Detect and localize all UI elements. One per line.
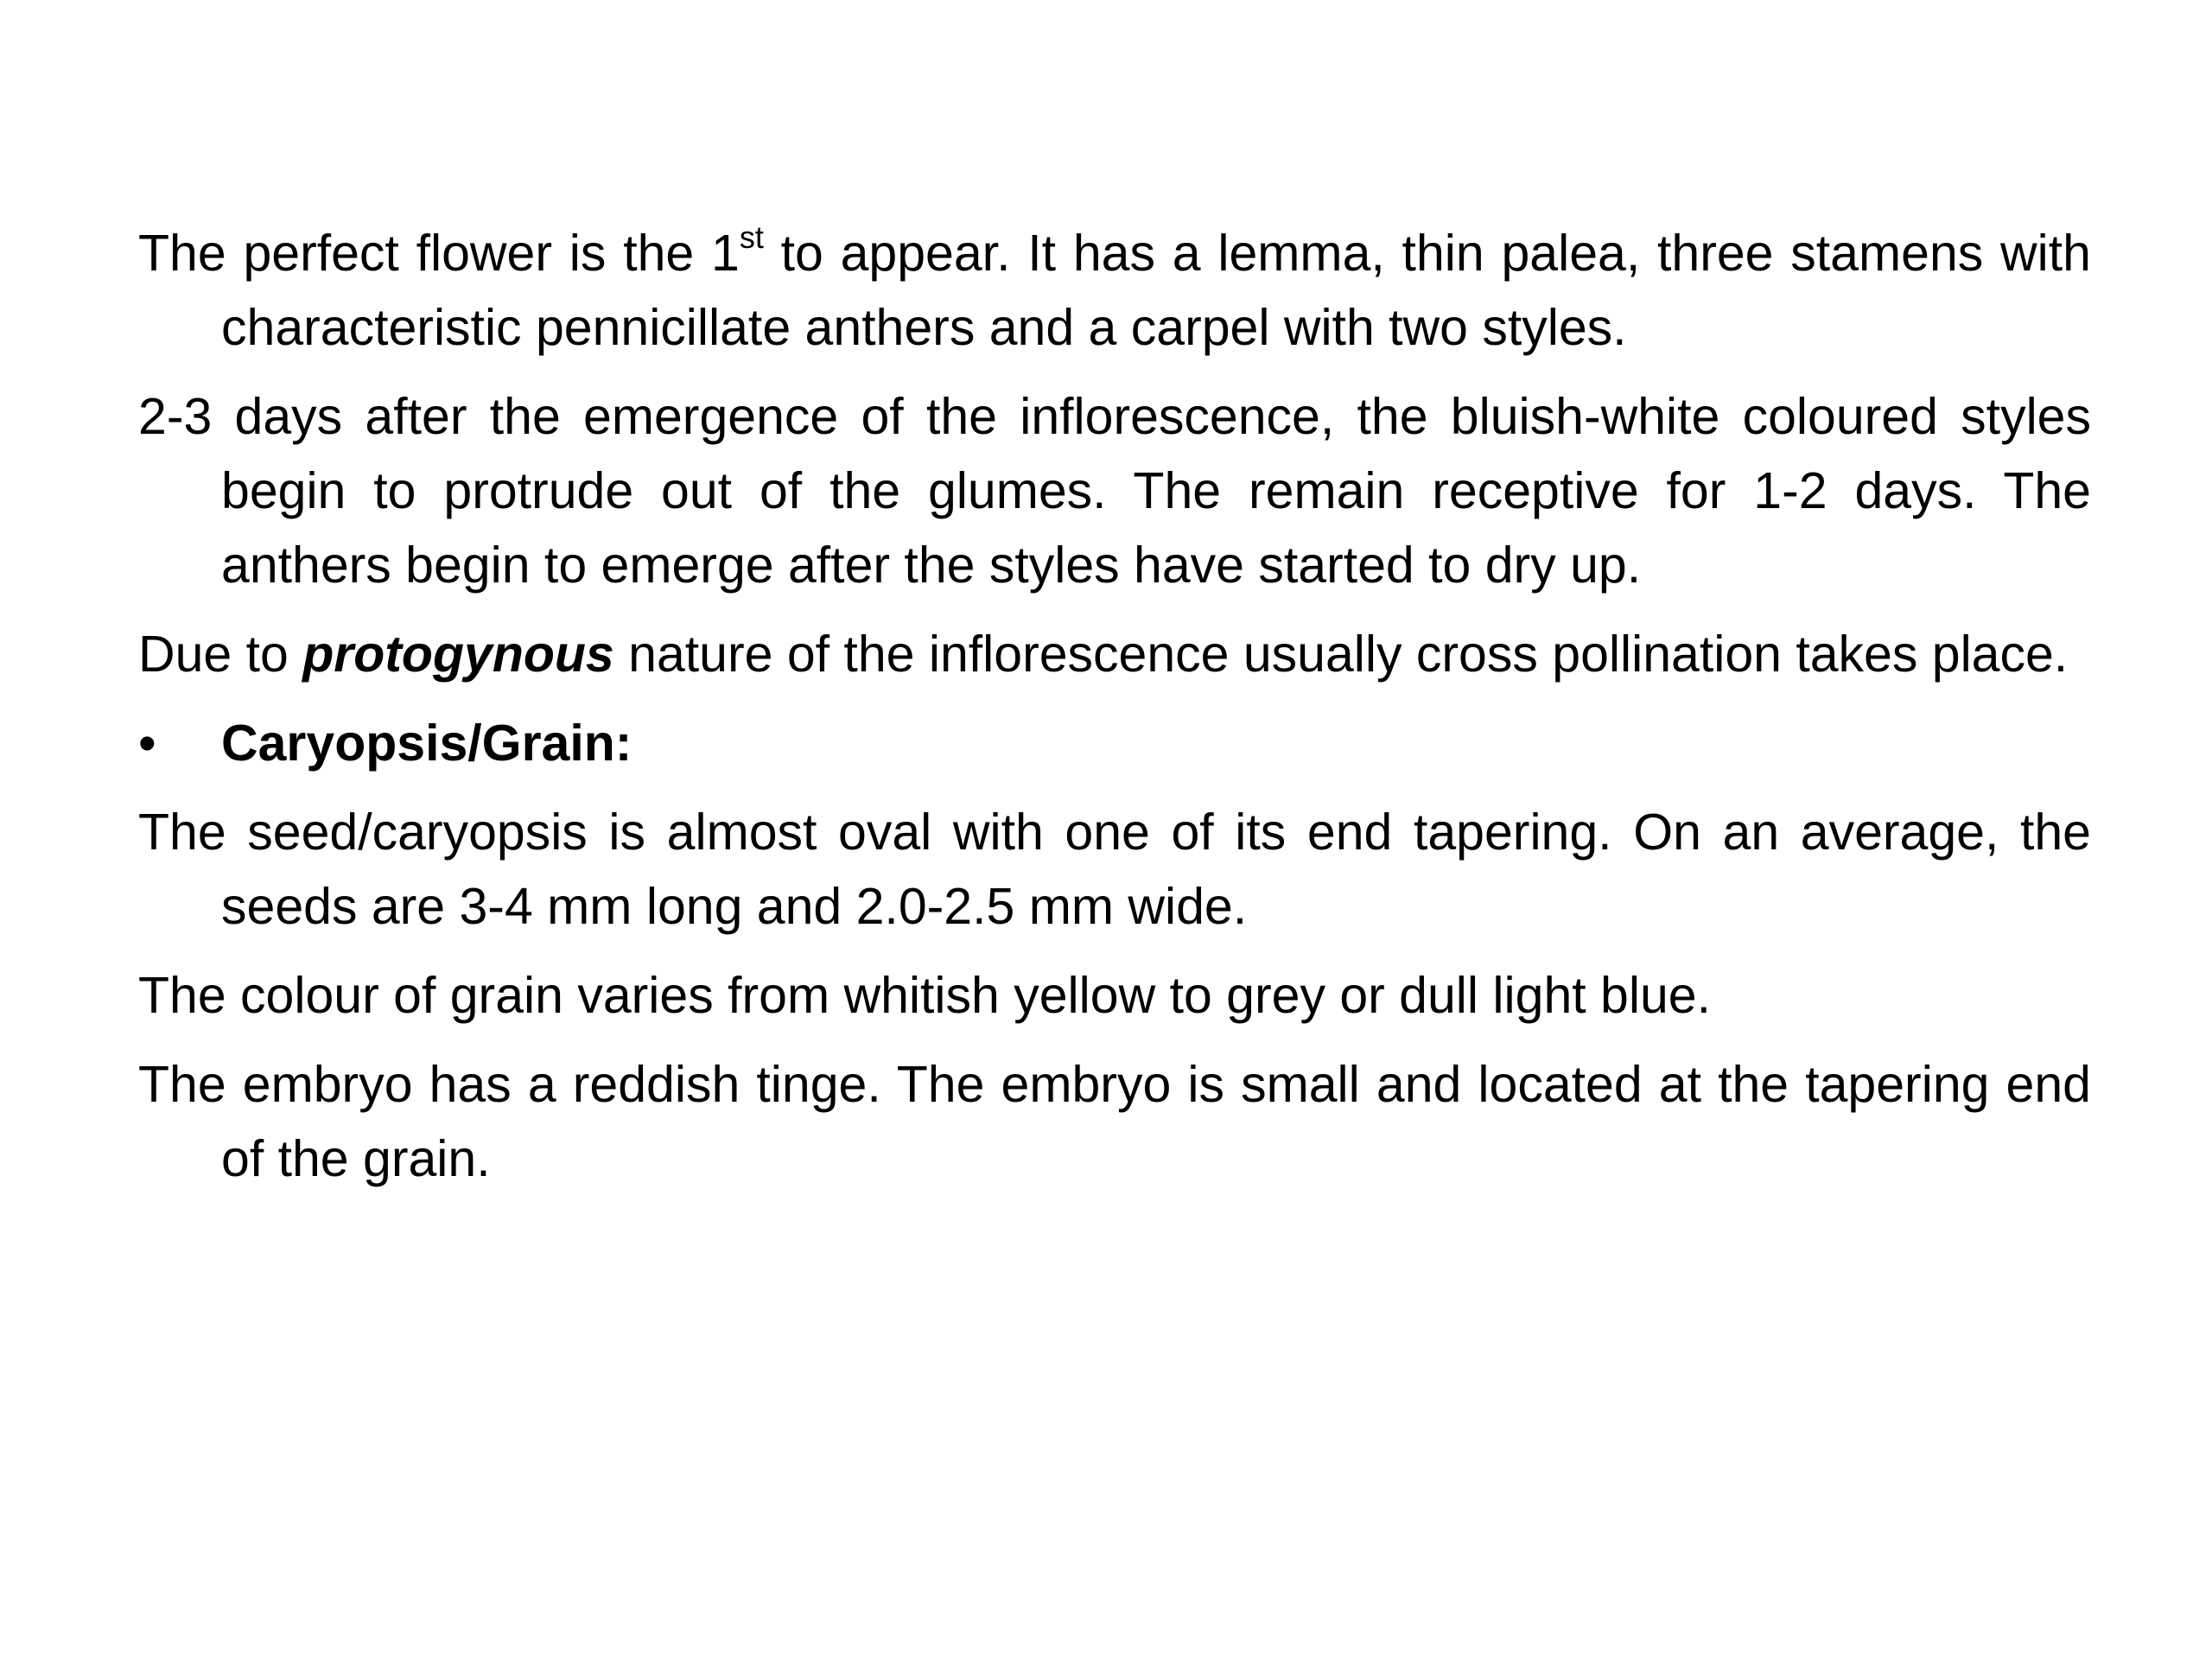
paragraph-protogynous [138,617,2091,691]
paragraph-text: Due to [138,626,303,683]
slide-body [138,216,2091,1211]
paragraph-grain-colour: The colour of grain varies from whitish yellow to grey or dull light blue. [138,967,1711,1024]
paragraph-styles-emergence: 2-3 days after the emergence of the inflorescence, the bluish-white coloured styles begin to protrude out of the glumes. The remain receptive for 1-2 days. The anthers begin to emerge after the styles have started to dry up. [138,388,2091,594]
bullet-icon: • [138,715,156,772]
section-heading: Caryopsis/Grain: [221,715,632,772]
paragraph-perfect-flower [138,216,2091,365]
paragraph-text: nature of the inflorescence usually cross pollination takes place. [613,626,2069,683]
bullet-heading-caryopsis [138,706,2091,780]
paragraph-text: The perfect flower is the 1 [138,225,740,282]
emphasis-term: protogynous [302,626,614,683]
ordinal-superscript: st [739,219,764,255]
paragraph-text: to appear. It has a lemma, thin palea, three stamens with characteristic pennicillate anthers and a carpel with two styles. [221,225,2091,356]
paragraph-embryo: The embryo has a reddish tinge. The embryo is small and located at the tapering end of the grain. [138,1056,2091,1187]
paragraph-seed-shape: The seed/caryopsis is almost oval with one of its end tapering. On an average, the seeds are 3-4 mm long and 2.0-2.5 mm wide. [138,804,2091,935]
